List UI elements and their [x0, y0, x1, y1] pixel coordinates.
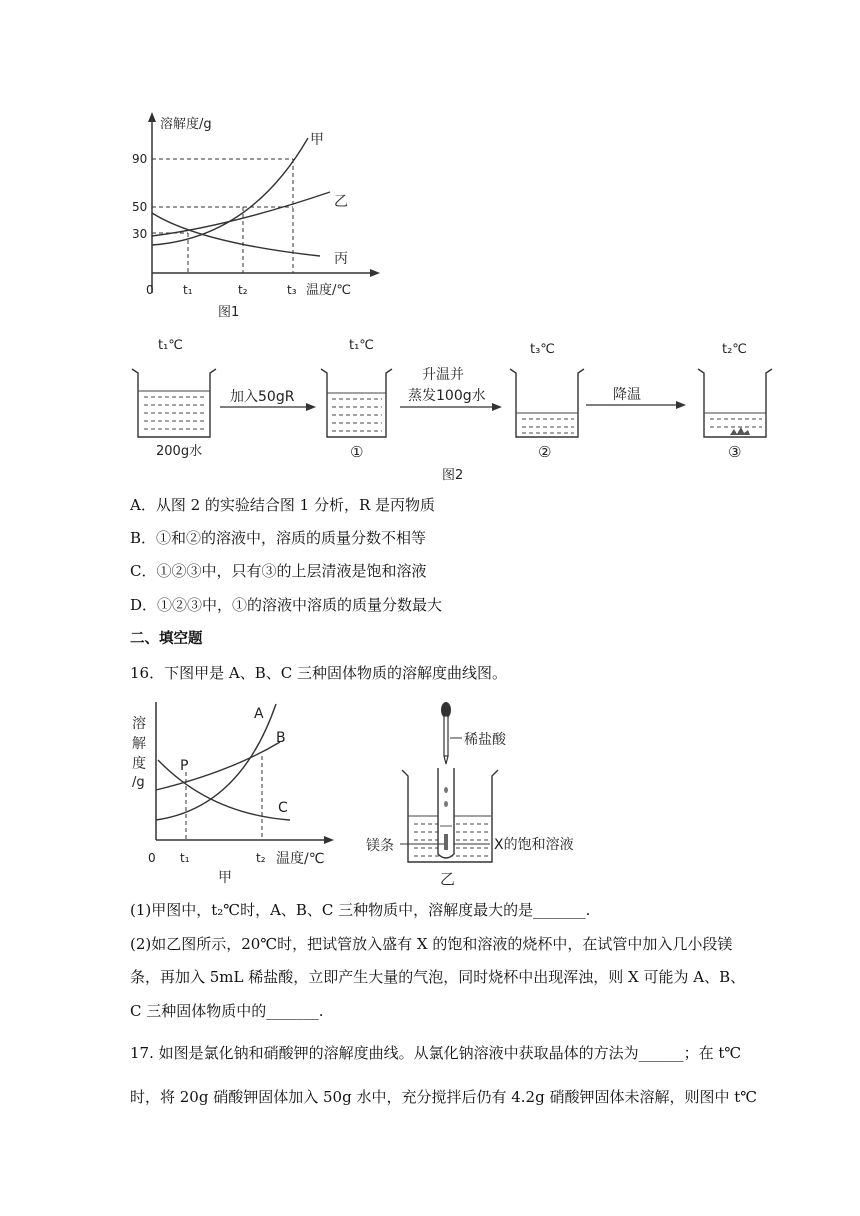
magnesium-strip [444, 834, 448, 850]
q17-line1: 17. 如图是氯化钠和硝酸钾的溶解度曲线。从氯化钠溶液中获取晶体的方法为______；在 t℃ [130, 1044, 742, 1062]
fig1-label-yi: 乙 [334, 194, 348, 210]
beaker-1 [321, 369, 392, 437]
jia-xlabel: 温度/℃ [276, 851, 325, 867]
fig2-beaker-label-1: ① [350, 443, 364, 461]
q16-stem: 16．下图甲是 A、B、C 三种固体物质的溶解度曲线图。 [130, 664, 507, 682]
fig2-water-label: 200g水 [156, 444, 203, 459]
option-d: D．①②③中，①的溶液中溶质的质量分数最大 [130, 596, 443, 614]
q16-part2-line3: C 三种固体物质中的_______. [130, 1002, 324, 1020]
jia-label-a: A [254, 706, 264, 722]
fig2-temp-3: t₂℃ [722, 342, 747, 357]
jia-ylabel-4: /g [132, 775, 145, 790]
figure2-experiment [130, 333, 790, 483]
fig1-origin: 0 [146, 283, 154, 297]
fig2-arrow2-line1: 升温并 [422, 367, 464, 383]
fig1-caption: 图1 [218, 305, 240, 320]
option-b: B．①和②的溶液中，溶质的质量分数不相等 [130, 529, 427, 547]
q16-part2-line1: (2)如乙图所示，20℃时，把试管放入盛有 X 的饱和溶液的烧杯中，在试管中加入几小段镁 [130, 935, 733, 953]
fig2-temp-1: t₁℃ [349, 338, 374, 353]
fig2-arrow2-line2: 蒸发100g水 [408, 388, 486, 404]
fig2-arrow3-label: 降温 [613, 387, 641, 403]
jia-label-b: B [276, 730, 286, 746]
jia-ylabel-2: 解 [132, 736, 146, 752]
fig1-xtick-t1: t₁ [183, 283, 193, 297]
q16-figure-jia [130, 698, 340, 888]
option-a: A．从图 2 的实验结合图 1 分析，R 是丙物质 [130, 496, 436, 514]
fig1-xtick-t3: t₃ [287, 283, 297, 297]
yi-mg-label: 镁条 [366, 838, 394, 854]
jia-origin: 0 [148, 851, 156, 865]
q16-part2-line2: 条，再加入 5mL 稀盐酸，立即产生大量的气泡，同时烧杯中出现浑浊，则 X 可能为 A、B、 [130, 968, 746, 986]
fig1-xlabel: 温度/℃ [306, 283, 351, 298]
yi-acid-label: 稀盐酸 [464, 732, 506, 748]
q16-part1: (1)甲图中，t₂℃时，A、B、C 三种物质中，溶解度最大的是_______. [130, 901, 591, 919]
fig1-y-arrow [148, 112, 156, 122]
q17-line2: 时，将 20g 硝酸钾固体加入 50g 水中，充分搅拌后仍有 4.2g 硝酸钾固体未溶解，则图中 t℃ [130, 1088, 758, 1106]
fig1-ytick-50: 50 [132, 200, 148, 214]
fig1-label-jia: 甲 [310, 132, 324, 148]
fig1-x-arrow [370, 269, 380, 277]
fig2-beaker-label-2: ② [538, 443, 552, 461]
fig2-beaker-label-3: ③ [728, 443, 742, 461]
figure1-solubility-chart [130, 108, 390, 323]
jia-label-c: C [278, 800, 288, 816]
option-c: C．①②③中，只有③的上层清液是饱和溶液 [130, 562, 427, 580]
beaker-3 [698, 369, 772, 437]
jia-point-p: P [180, 758, 189, 774]
fig1-label-bing: 丙 [334, 251, 348, 267]
crystal-precipitate [730, 427, 750, 435]
curve-b [156, 742, 280, 790]
jia-xtick-t2: t₂ [256, 851, 266, 865]
jia-caption: 甲 [218, 870, 232, 886]
jia-ylabel-1: 溶 [132, 716, 146, 732]
fig1-ytick-30: 30 [132, 227, 148, 241]
fig1-ytick-90: 90 [132, 152, 148, 166]
fig2-caption: 图2 [442, 468, 464, 483]
jia-xtick-t1: t₁ [180, 851, 190, 865]
jia-ylabel-3: 度 [132, 756, 146, 772]
q16-figure-yi [360, 698, 600, 890]
curve-jia [152, 138, 308, 245]
fig1-xtick-t2: t₂ [238, 283, 248, 297]
fig2-arrow1-label: 加入50gR [230, 389, 295, 405]
section-title: 二、填空题 [130, 631, 203, 647]
beaker-2 [510, 369, 584, 437]
yi-caption: 乙 [440, 870, 456, 888]
yi-solution-label: X的饱和溶液 [494, 837, 574, 853]
beaker-initial [132, 369, 216, 437]
fig2-temp-2: t₃℃ [530, 342, 555, 357]
fig1-ylabel: 溶解度/g [160, 117, 212, 132]
fig2-temp-0: t₁℃ [158, 338, 183, 353]
